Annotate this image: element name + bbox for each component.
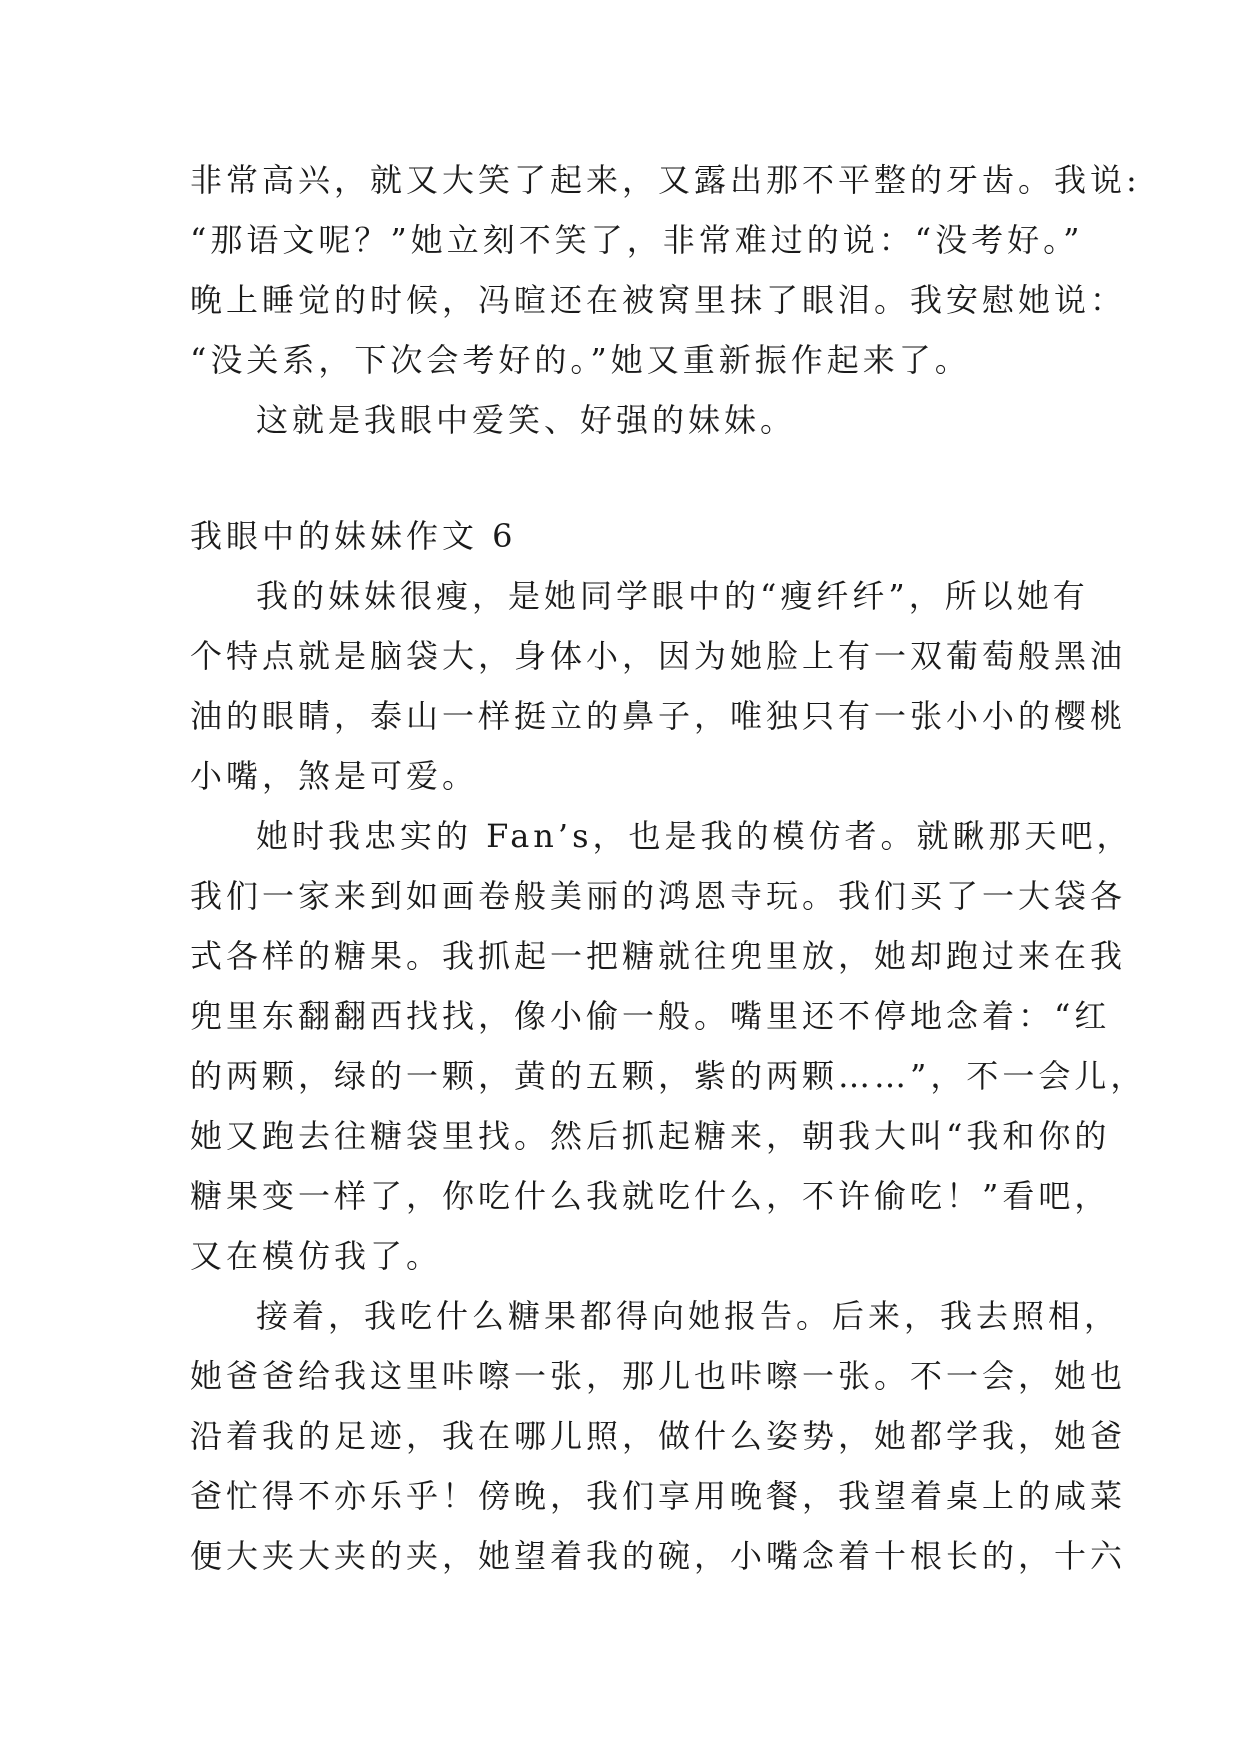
section-title: 我眼中的妹妹作文 6 — [190, 517, 517, 555]
paragraph-start-line: 这就是我眼中爱笑、好强的妹妹。 — [256, 401, 797, 439]
paragraph-start-line: 接着，我吃什么糖果都得向她报告。后来，我去照相， — [256, 1297, 1121, 1335]
text-line: 她爸爸给我这里咔嚓一张，那儿也咔嚓一张。不一会，她也 — [190, 1357, 1127, 1395]
text-line: 她又跑去往糖袋里找。然后抓起糖来，朝我大叫“我和你的 — [190, 1117, 1111, 1155]
document-page — [190, 150, 1147, 1586]
text-line: 爸忙得不亦乐乎！傍晚，我们享用晚餐，我望着桌上的咸菜 — [190, 1477, 1127, 1515]
text-line: 我们一家来到如画卷般美丽的鸿恩寺玩。我们买了一大袋各 — [190, 877, 1127, 915]
text-line: 晚上睡觉的时候，冯暄还在被窝里抹了眼泪。我安慰她说： — [190, 281, 1127, 319]
paragraph-start-line: 我的妹妹很瘦，是她同学眼中的“瘦纤纤”，所以她有 — [256, 577, 1089, 615]
text-line: 油的眼睛，泰山一样挺立的鼻子，唯独只有一张小小的樱桃 — [190, 697, 1127, 735]
text-line: 非常高兴，就又大笑了起来，又露出那不平整的牙齿。我说: — [190, 161, 1141, 199]
paragraph-start-line: 她时我忠实的 Fan’s，也是我的模仿者。就瞅那天吧， — [256, 817, 1133, 855]
text-line: 又在模仿我了。 — [190, 1237, 443, 1275]
text-line: “没关系，下次会考好的。”她又重新振作起来了。 — [190, 341, 971, 379]
text-line: 糖果变一样了，你吃什么我就吃什么，不许偷吃！”看吧， — [190, 1177, 1111, 1215]
text-line: 兜里东翻翻西找找，像小偷一般。嘴里还不停地念着：“红 — [190, 997, 1111, 1035]
text-line: 式各样的糖果。我抓起一把糖就往兜里放，她却跑过来在我 — [190, 937, 1127, 975]
text-line: 沿着我的足迹，我在哪儿照，做什么姿势，她都学我，她爸 — [190, 1417, 1127, 1455]
text-line: “那语文呢？”她立刻不笑了，非常难过的说：“没考好。” — [190, 221, 1084, 259]
section-gap — [190, 450, 1090, 506]
text-line: 个特点就是脑袋大，身体小，因为她脸上有一双葡萄般黑油 — [190, 637, 1127, 675]
text-line: 便大夹大夹的夹，她望着我的碗，小嘴念着十根长的，十六 — [190, 1537, 1127, 1575]
text-line: 的两颗，绿的一颗，黄的五颗，紫的两颗……”，不一会儿， — [190, 1057, 1147, 1095]
text-line: 小嘴，煞是可爱。 — [190, 757, 479, 795]
